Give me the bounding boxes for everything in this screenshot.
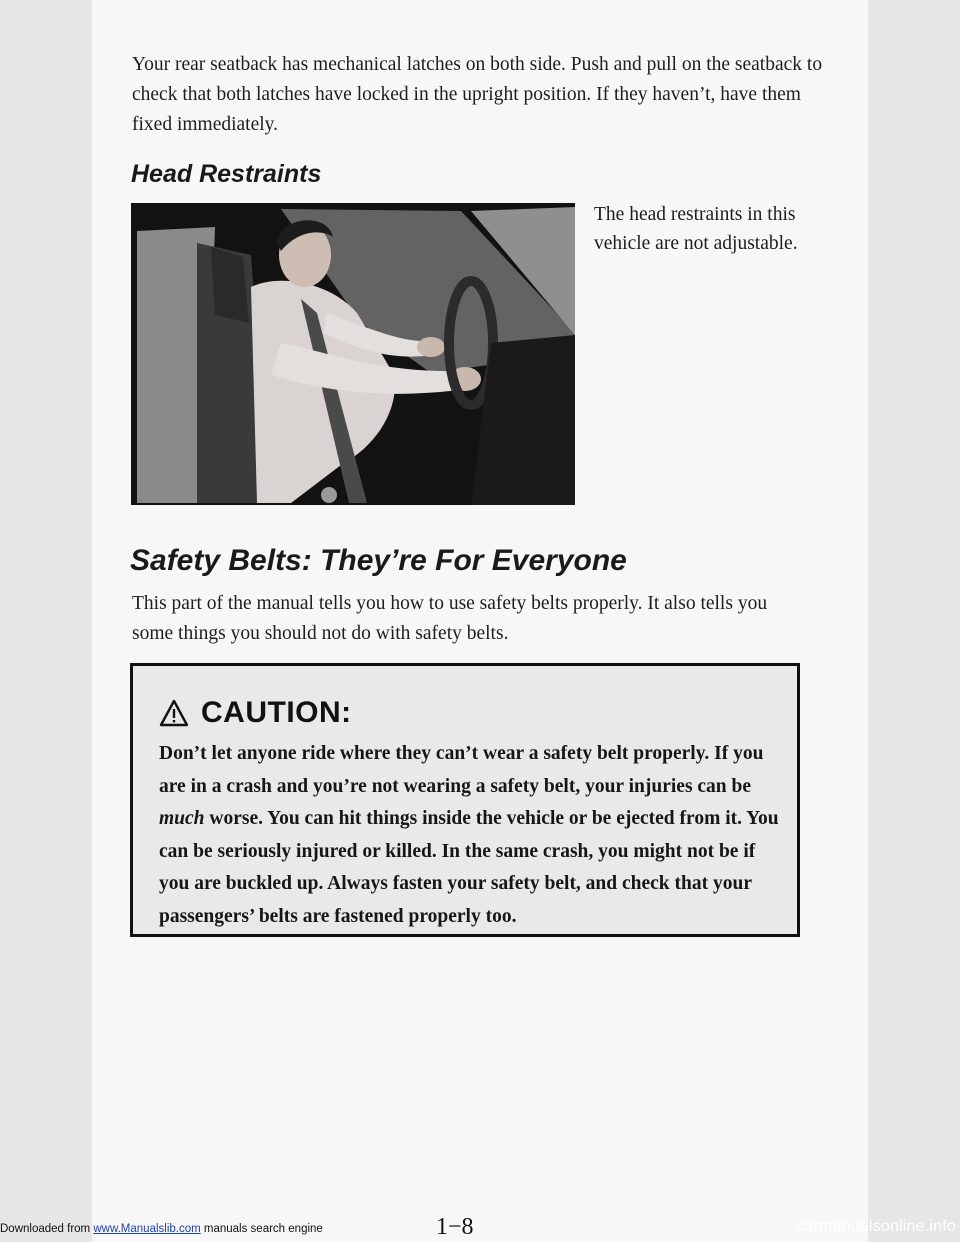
driver-illustration [131,203,575,505]
caution-text [159,738,789,933]
warning-triangle-icon [159,699,189,727]
footer-suffix: manuals search engine [200,1223,323,1235]
download-footer [0,1223,323,1235]
caution-box [130,663,800,937]
safety-belts-heading: Safety Belts: They’re For Everyone [130,544,627,577]
caution-text-start: Don’t let anyone ride where they can’t wear a safety belt properly. If you are in a crash and you’re not wearing a safety belt, your injuries can be [159,743,764,797]
head-restraints-text: The head restraints in this vehicle are not adjustable. [594,204,798,254]
caution-header [159,696,352,730]
caution-text-end: worse. You can hit things inside the vehicle or be ejected from it. You can be seriously injured or killed. In the same crash, you might not be if you are buckled up. Always fasten your safety belt, and check that your passengers’ belts are fastened properly too. [159,808,779,927]
manualslib-link[interactable]: www.Manualslib.com [93,1223,201,1235]
caution-emphasis: much [159,808,205,829]
safety-belts-intro: This part of the manual tells you how to use safety belts properly. It also tells you some things you should not do with safety belts. [132,593,768,644]
head-restraints-heading: Head Restraints [131,160,322,188]
seatback-latch-paragraph: Your rear seatback has mechanical latches on both side. Push and pull on the seatback to check that both latches have locked in the upright position. If they haven’t, have them fixed immediately. [132,54,823,135]
page-number: 1−8 [436,1214,474,1240]
footer-prefix: Downloaded from [0,1223,94,1235]
driver-photo [131,203,575,505]
watermark: carmanualsonline.info [796,1218,956,1235]
caution-title: CAUTION: [201,696,352,729]
